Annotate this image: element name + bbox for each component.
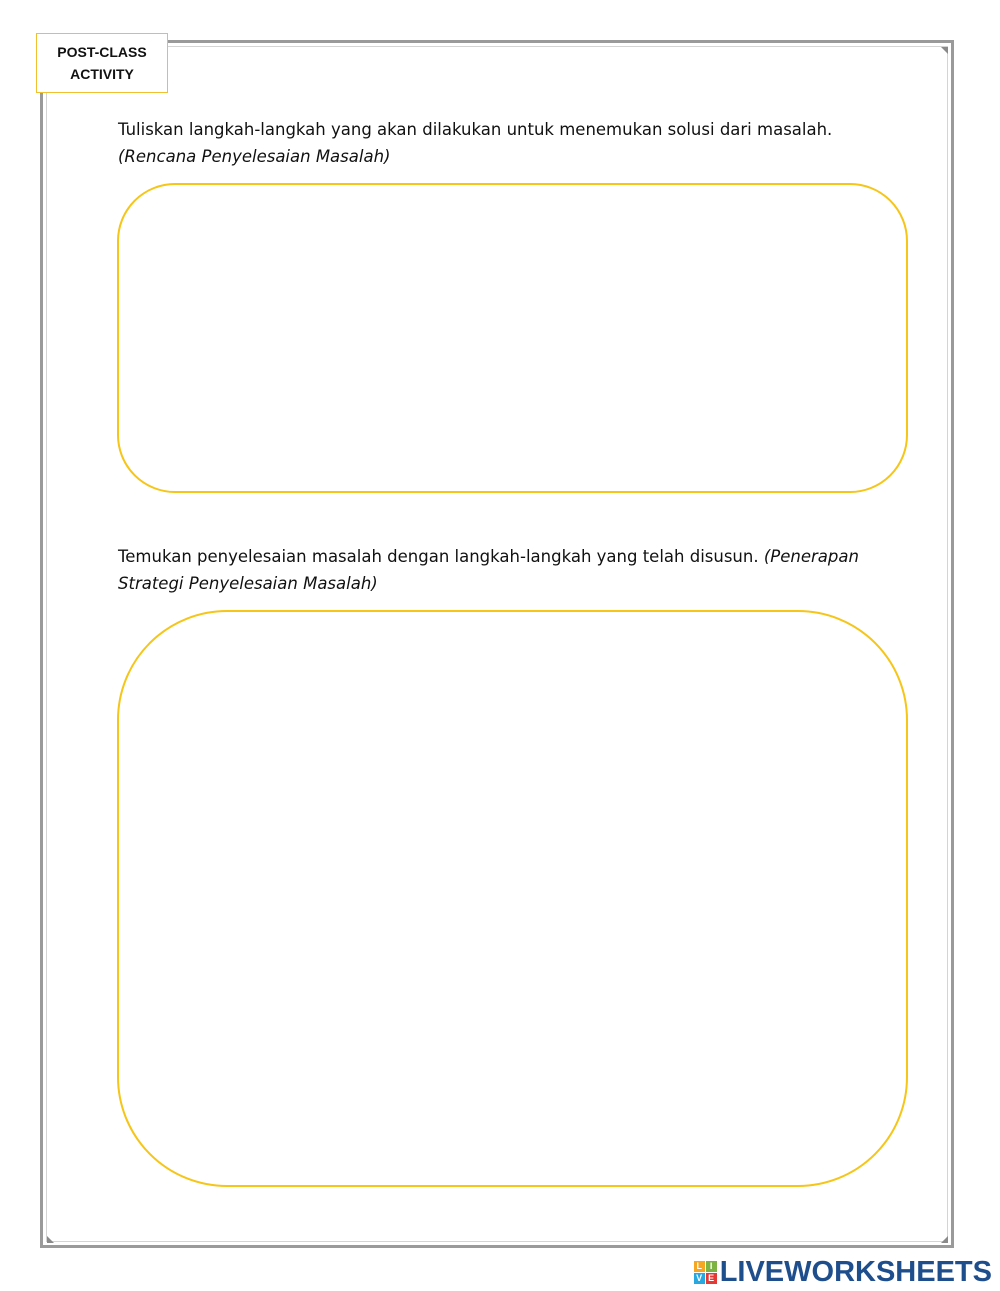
post-class-activity-label (36, 33, 168, 93)
answer-box-solution[interactable] (117, 610, 908, 1187)
logo-tile-i: I (706, 1261, 717, 1272)
corner-mark-icon (47, 1236, 54, 1243)
instruction-2-text: Temukan penyelesaian masalah dengan langkah-langkah yang telah disusun. (118, 547, 759, 566)
liveworksheets-logo (694, 1255, 992, 1289)
logo-tile-v: V (694, 1273, 705, 1284)
brand-name: LIVEWORKSHEETS (719, 1255, 992, 1288)
corner-mark-icon (941, 1236, 948, 1243)
answer-box-plan[interactable] (117, 183, 908, 493)
logo-tile-e: E (706, 1273, 717, 1284)
tag-line-1: POST-CLASS (57, 44, 147, 60)
instruction-1 (118, 116, 878, 170)
instruction-2 (118, 543, 878, 597)
instruction-1-subtitle: (Rencana Penyelesaian Masalah) (118, 147, 391, 166)
instruction-2-subtitle: (Penerapan Strategi Penyelesaian Masalah) (118, 547, 859, 593)
corner-mark-icon (941, 47, 948, 54)
tag-line-2: ACTIVITY (70, 66, 134, 82)
instruction-1-text: Tuliskan langkah-langkah yang akan dilakukan untuk menemukan solusi dari masalah. (118, 120, 833, 139)
logo-icon (694, 1261, 717, 1284)
logo-tile-l: L (694, 1261, 705, 1272)
